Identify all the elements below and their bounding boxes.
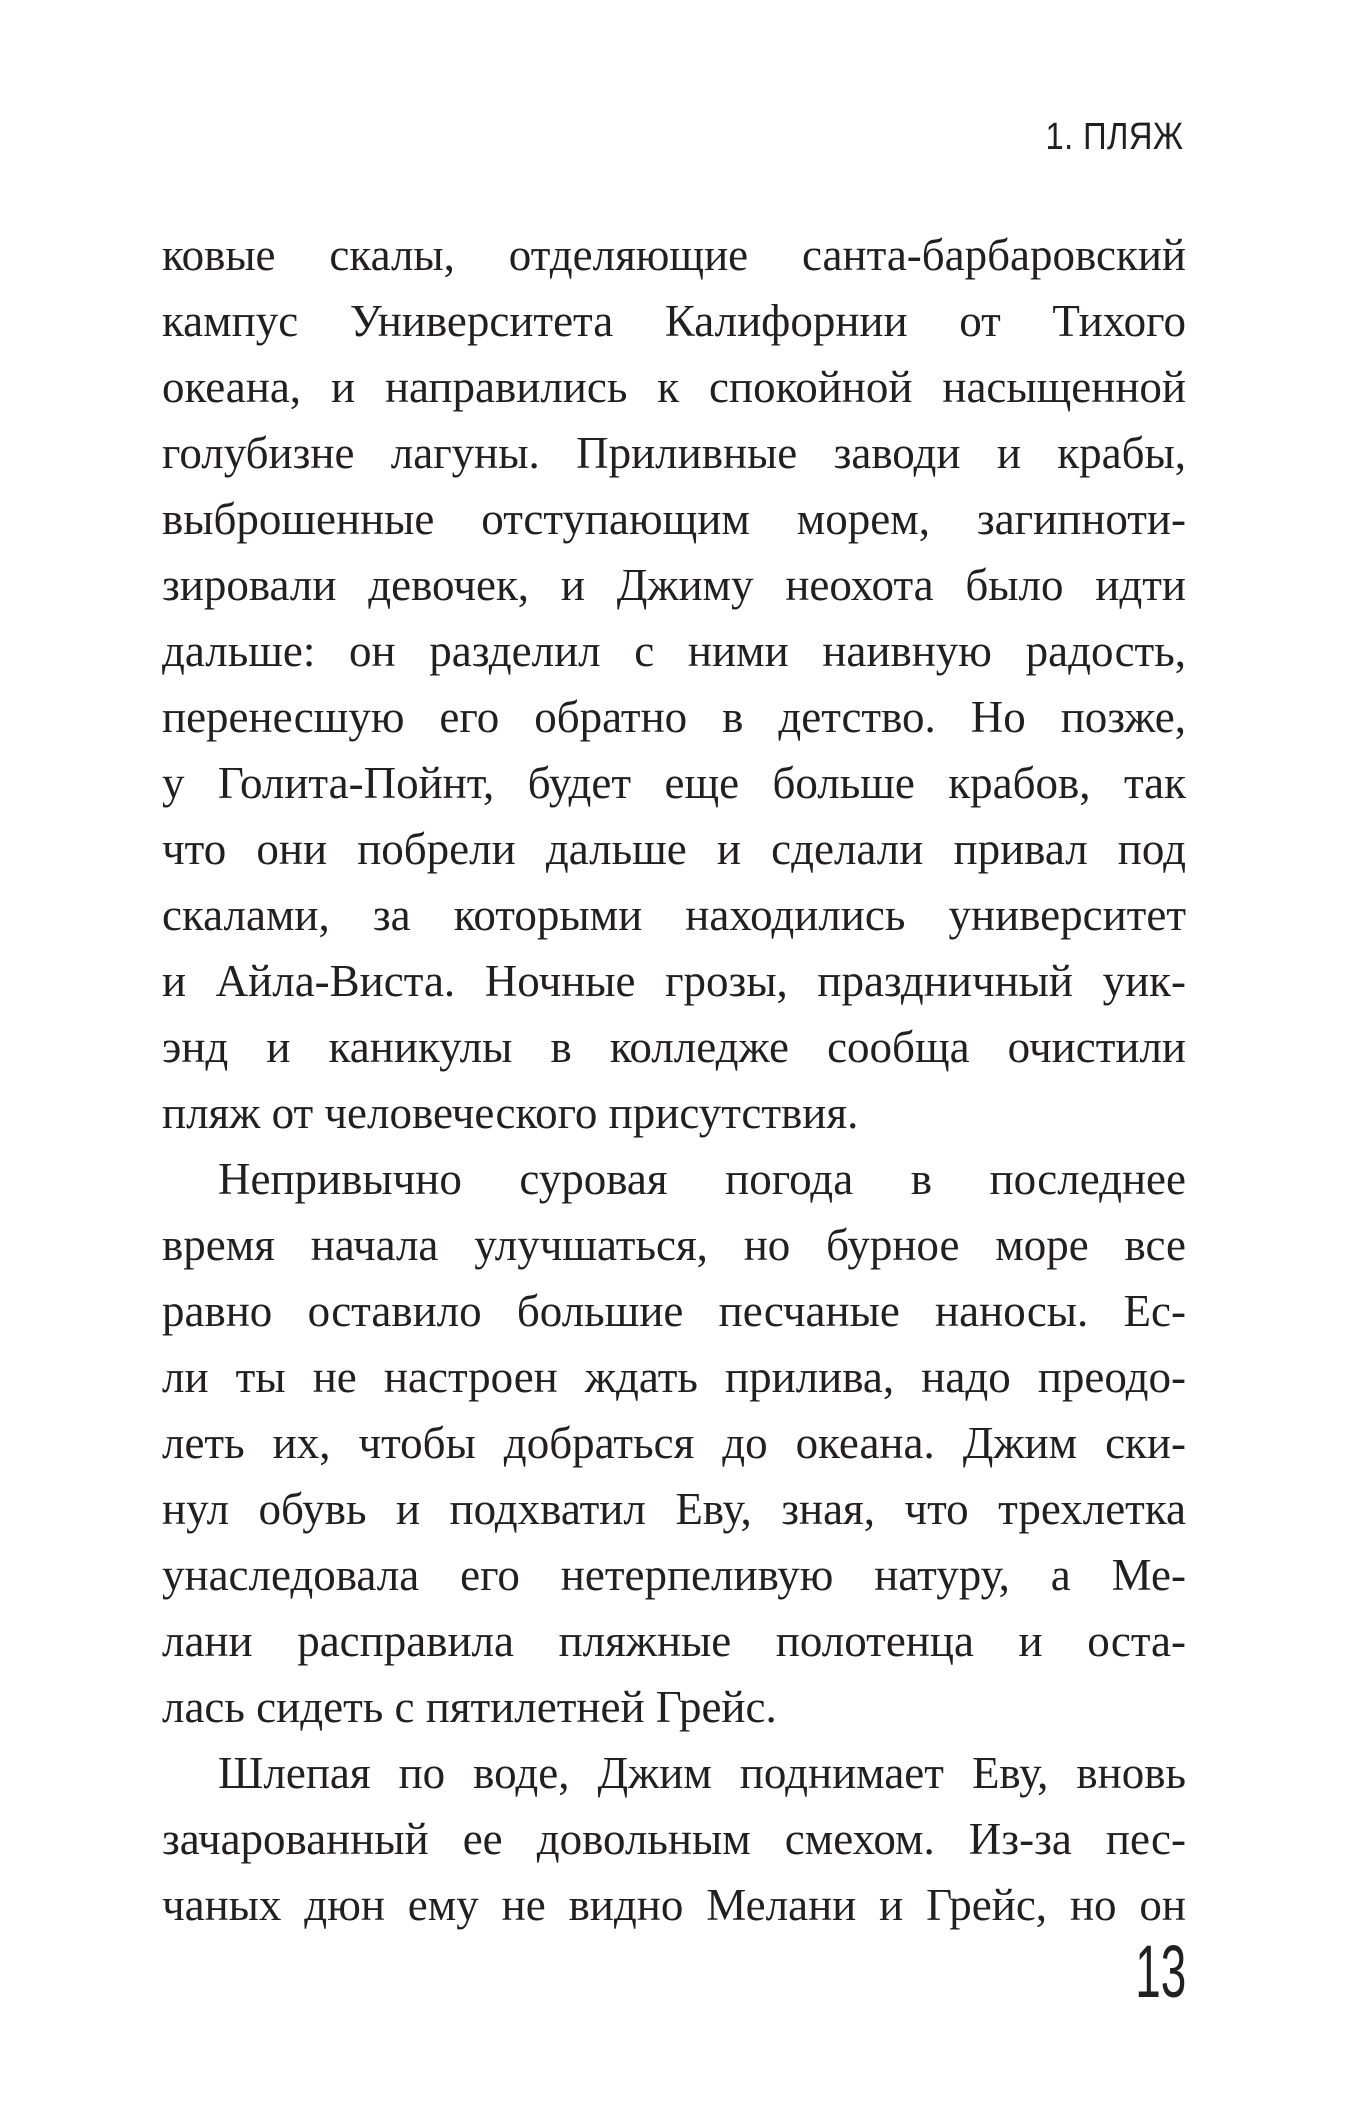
text-line: унаследовала его нетерпеливую натуру, а Ме-: [162, 1550, 1186, 1600]
text-line: океана, и направились к спокойной насыщенной: [162, 362, 1186, 412]
text-line: пляж от человеческого присутствия.: [162, 1088, 859, 1138]
text-line: зачарованный ее довольным смехом. Из-за пес-: [162, 1814, 1186, 1864]
text-line: время начала улучшаться, но бурное море все: [162, 1220, 1186, 1270]
text-line: Непривычно суровая погода в последнее: [218, 1154, 1186, 1204]
text-line: кампус Университета Калифорнии от Тихого: [162, 296, 1186, 346]
paragraph: [162, 222, 1186, 1146]
text-line: энд и каникулы в колледже сообща очистили: [162, 1022, 1186, 1072]
text-line: Шлепая по воде, Джим поднимает Еву, вновь: [218, 1748, 1186, 1798]
text-line: скалами, за которыми находились университет: [162, 890, 1186, 940]
text-line: и Айла-Виста. Ночные грозы, праздничный уик-: [162, 956, 1186, 1006]
page-number: 13: [1134, 1930, 1186, 2013]
text-line: чаных дюн ему не видно Мелани и Грейс, но он: [162, 1880, 1186, 1930]
text-line: нул обувь и подхватил Еву, зная, что трехлетка: [162, 1484, 1186, 1534]
text-line: выброшенные отступающим морем, загипноти-: [162, 494, 1186, 544]
text-line: что они побрели дальше и сделали привал под: [162, 824, 1186, 874]
text-line: перенесшую его обратно в детство. Но позже,: [162, 692, 1186, 742]
text-line: зировали девочек, и Джиму неохота было идти: [162, 560, 1186, 610]
paragraph: [162, 1146, 1186, 1740]
text-line: равно оставило большие песчаные наносы. Ес-: [162, 1286, 1186, 1336]
text-line: лани расправила пляжные полотенца и оста-: [162, 1616, 1186, 1666]
text-line: дальше: он разделил с ними наивную радость,: [162, 626, 1186, 676]
text-line: леть их, чтобы добраться до океана. Джим ски-: [162, 1418, 1186, 1468]
text-line: у Голита-Пойнт, будет еще больше крабов, так: [162, 758, 1186, 808]
text-line: ли ты не настроен ждать прилива, надо преодо-: [162, 1352, 1186, 1402]
running-header: 1. ПЛЯЖ: [1045, 116, 1184, 158]
paragraph: [162, 1740, 1186, 1938]
body-text: [162, 222, 1186, 1938]
text-line: ковые скалы, отделяющие санта-барбаровский: [162, 230, 1186, 280]
text-line: голубизне лагуны. Приливные заводи и крабы,: [162, 428, 1186, 478]
text-line: лась сидеть с пятилетней Грейс.: [162, 1682, 777, 1732]
